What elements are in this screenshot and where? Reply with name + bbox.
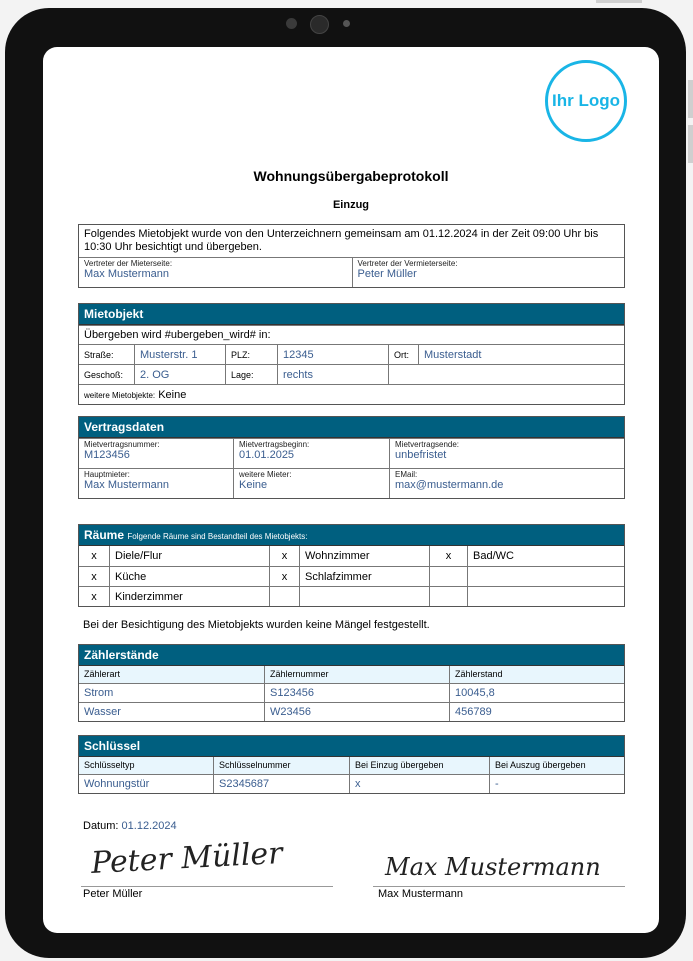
meter-header-row <box>79 666 624 683</box>
rooms-table <box>79 546 624 606</box>
raeume-title: Räume <box>84 528 125 542</box>
meter-cell: W23456 <box>264 703 449 721</box>
meter-column-header: Zählernummer <box>264 666 449 683</box>
mietobjekt-section <box>78 303 625 405</box>
signature-name-right: Max Mustermann <box>378 888 463 900</box>
zaehler-section <box>78 644 625 722</box>
power-button <box>688 125 693 163</box>
vertrag-section <box>78 416 625 499</box>
intro-text: Folgendes Mietobjekt wurde von den Unterzeichnern gemeinsam am 01.12.2024 in der Zeit 09:00 Uhr bis 10:30 Uhr besichtigt und übergeben. <box>84 228 599 253</box>
landlord-rep-cell <box>352 258 625 287</box>
handover-text: Übergeben wird #ubergeben_wird# in: <box>84 329 271 341</box>
room-row <box>79 586 624 606</box>
more-objects-value: Keine <box>158 389 187 401</box>
more-objects-cell <box>79 385 624 404</box>
room-mark: x <box>269 546 299 566</box>
document-page <box>43 47 659 933</box>
room-mark <box>429 567 467 586</box>
key-cell: S2345687 <box>213 775 349 793</box>
page-subtitle: Einzug <box>332 199 370 211</box>
raeume-section <box>78 524 625 607</box>
position-label: Lage: <box>225 365 277 384</box>
room-mark <box>429 587 467 606</box>
meter-table <box>79 666 624 721</box>
key-row <box>79 774 624 793</box>
key-column-header: Bei Auszug übergeben <box>489 757 624 774</box>
volume-button <box>688 80 693 118</box>
meter-cell: 10045,8 <box>449 684 624 702</box>
room-row <box>79 566 624 586</box>
city-label: Ort: <box>388 345 418 364</box>
meter-cell: 456789 <box>449 703 624 721</box>
meter-cell: Wasser <box>84 706 121 718</box>
meter-cell: Strom <box>84 687 114 699</box>
room-mark: x <box>91 550 97 562</box>
room-name: Schlafzimmer <box>299 567 429 586</box>
vertrag-header: Vertragsdaten <box>79 417 624 438</box>
meter-row <box>79 702 624 721</box>
street-value: Musterstr. 1 <box>134 345 225 364</box>
sensor-icon <box>286 18 297 29</box>
intro-box <box>78 224 625 288</box>
tablet-frame <box>5 8 686 958</box>
zip-label: PLZ: <box>225 345 277 364</box>
meter-column-header: Zählerart <box>84 669 121 679</box>
room-name: Wohnzimmer <box>299 546 429 566</box>
floor-label: Geschoß: <box>84 370 124 380</box>
room-mark: x <box>91 571 97 583</box>
contract-start-label: Mietvertragsbeginn: <box>239 440 310 449</box>
contract-nr-label: Mietvertragsnummer: <box>84 440 160 449</box>
main-tenant-cell <box>79 469 233 498</box>
contract-end-value: unbefristet <box>395 449 447 461</box>
landlord-rep-value: Peter Müller <box>357 268 417 280</box>
camera-icon <box>310 15 329 34</box>
room-mark: x <box>91 591 97 603</box>
signature-right: Max Mustermann <box>385 853 601 881</box>
top-button <box>596 0 642 3</box>
room-name <box>299 587 429 606</box>
contract-start-cell <box>233 439 389 468</box>
schluessel-header: Schlüssel <box>79 736 624 757</box>
logo <box>545 60 627 142</box>
raeume-note: Folgende Räume sind Bestandteil des Mietobjekts: <box>127 532 308 541</box>
room-name: Küche <box>109 567 269 586</box>
date-label: Datum: <box>83 820 119 832</box>
room-mark: x <box>269 567 299 586</box>
empty-cell <box>388 365 624 384</box>
room-name: Kinderzimmer <box>109 587 269 606</box>
logo-text: Ihr Logo <box>552 91 620 110</box>
contract-end-cell <box>389 439 624 468</box>
contract-start-value: 01.01.2025 <box>239 449 295 461</box>
light-sensor-icon <box>343 20 350 27</box>
room-mark: x <box>429 546 467 566</box>
schluessel-section <box>78 735 625 794</box>
main-tenant-label: Hauptmieter: <box>84 470 130 479</box>
contract-nr-value: M123456 <box>84 449 130 461</box>
key-table <box>79 757 624 793</box>
other-tenants-cell <box>233 469 389 498</box>
street-label: Straße: <box>84 350 114 360</box>
signature-line-left <box>81 886 333 887</box>
tenant-rep-cell <box>79 258 352 287</box>
maengel-text: Bei der Besichtigung des Mietobjekts wurden keine Mängel festgestellt. <box>83 619 430 631</box>
tenant-rep-value: Max Mustermann <box>84 268 169 280</box>
room-mark <box>269 587 299 606</box>
key-cell: x <box>349 775 489 793</box>
key-cell: Wohnungstür <box>84 778 150 790</box>
key-cell: - <box>489 775 624 793</box>
key-column-header: Schlüsselnummer <box>213 757 349 774</box>
floor-value: 2. OG <box>134 365 225 384</box>
signature-line-right <box>373 886 625 887</box>
date-value: 01.12.2024 <box>121 820 177 832</box>
key-column-header: Schlüsseltyp <box>84 760 135 770</box>
key-header-row <box>79 757 624 774</box>
raeume-header <box>79 525 624 546</box>
email-value: max@mustermann.de <box>395 479 504 491</box>
signature-left: Peter Müller <box>90 836 284 881</box>
other-tenants-value: Keine <box>239 479 268 491</box>
city-value: Musterstadt <box>418 345 624 364</box>
zaehler-header: Zählerstände <box>79 645 624 666</box>
room-name: Diele/Flur <box>109 546 269 566</box>
contract-nr-cell <box>79 439 233 468</box>
zip-value: 12345 <box>277 345 388 364</box>
landlord-rep-label: Vertreter der Vermieterseite: <box>357 259 458 268</box>
mietobjekt-header: Mietobjekt <box>79 304 624 325</box>
room-row <box>79 546 624 566</box>
meter-row <box>79 683 624 702</box>
meter-cell: S123456 <box>264 684 449 702</box>
meter-column-header: Zählerstand <box>449 666 624 683</box>
signature-name-left: Peter Müller <box>83 888 143 900</box>
email-label: EMail: <box>395 470 418 479</box>
room-name <box>467 587 624 606</box>
main-tenant-value: Max Mustermann <box>84 479 169 491</box>
page-title: Wohnungsübergabeprotokoll <box>253 168 449 184</box>
position-value: rechts <box>277 365 388 384</box>
key-column-header: Bei Einzug übergeben <box>349 757 489 774</box>
other-tenants-label: weitere Mieter: <box>239 470 292 479</box>
date-line <box>83 820 177 832</box>
more-objects-label: weitere Mietobjekte: <box>84 391 156 400</box>
contract-end-label: Mietvertragsende: <box>395 440 460 449</box>
room-name <box>467 567 624 586</box>
room-name: Bad/WC <box>467 546 624 566</box>
email-cell <box>389 469 624 498</box>
tenant-rep-label: Vertreter der Mieterseite: <box>84 259 173 268</box>
